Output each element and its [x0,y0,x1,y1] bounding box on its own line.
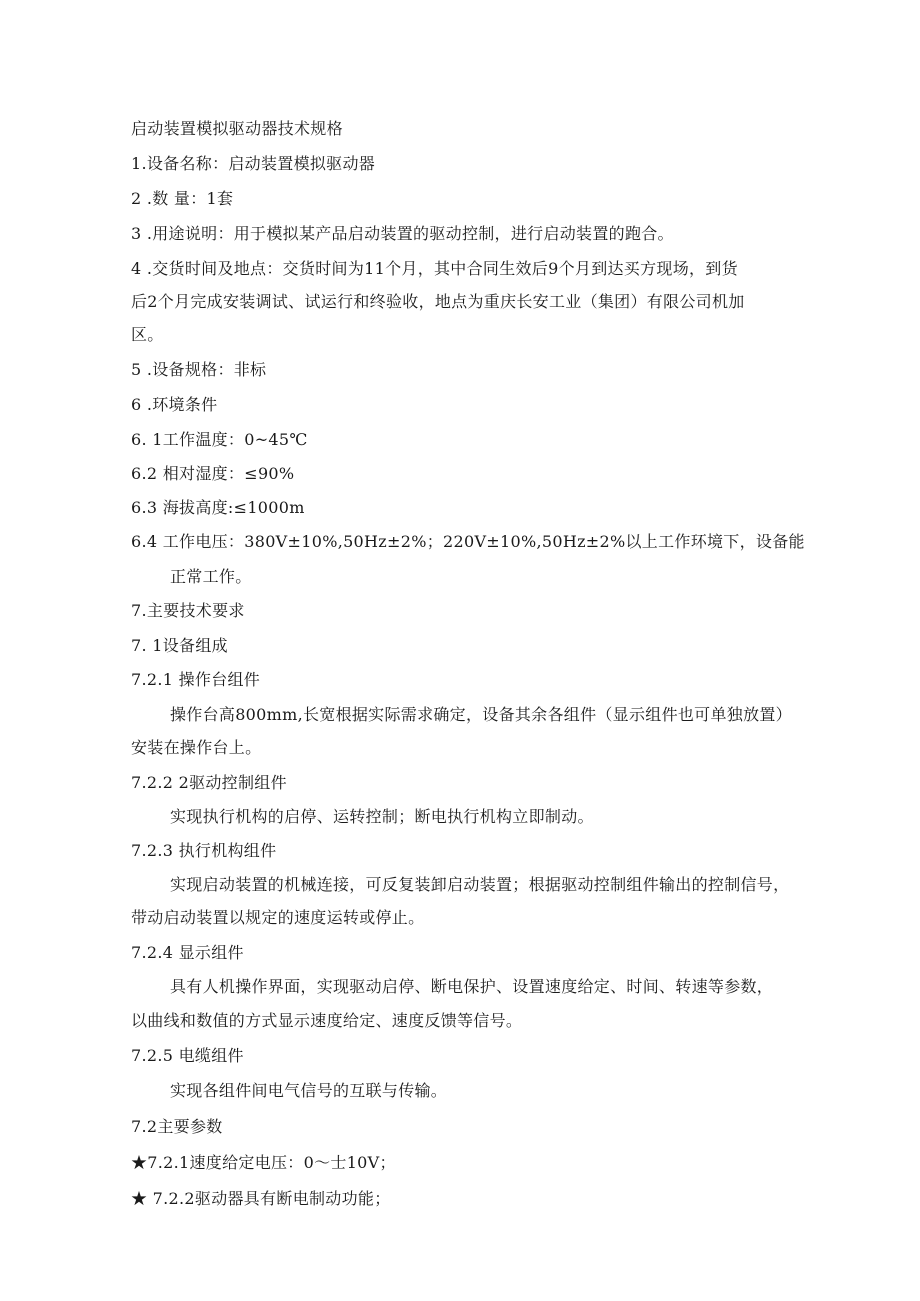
section-heading: 7.主要技术要求 [131,601,245,620]
starred-item: ★7.2.1速度给定电压：0～士10V； [131,1153,396,1172]
text-line: 以曲线和数值的方式显示速度给定、速度反馈等信号。 [131,1011,523,1030]
text-line: 6.3 海拔高度:≤1000m [131,498,305,517]
starred-item: ★ 7.2.2驱动器具有断电制动功能； [131,1189,391,1208]
text-line: 1.设备名称：启动装置模拟驱动器 [131,154,376,173]
text-line: 5 .设备规格：非标 [131,360,267,379]
text-line: 7. 1设备组成 [131,636,228,655]
subsection-heading: 7.2.1 操作台组件 [131,670,261,689]
text-line: 实现执行机构的启停、运转控制；断电执行机构立即制动。 [170,807,594,826]
text-line: 3 .用途说明：用于模拟某产品启动装置的驱动控制，进行启动装置的跑合。 [131,224,674,243]
text-line: 4 .交货时间及地点：交货时间为11个月，其中合同生效后9个月到达买方现场，到货 [131,259,738,278]
text-line: 操作台高800mm,长宽根据实际需求确定，设备其余各组件（显示组件也可单独放置） [170,705,792,724]
text-line: 2 .数 量：1套 [131,189,234,208]
text-line: 具有人机操作界面，实现驱动启停、断电保护、设置速度给定、时间、转速等参数， [170,977,774,996]
text-line: 实现各组件间电气信号的互联与传输。 [170,1081,448,1100]
text-line: 6. 1工作温度：0~45℃ [131,430,308,449]
text-line: 安装在操作台上。 [131,738,262,757]
subsection-heading: 7.2.3 执行机构组件 [131,841,277,860]
text-line: 区。 [131,325,164,344]
text-line: 6.2 相对湿度：≤90% [131,464,295,483]
text-line: 实现启动装置的机械连接，可反复装卸启动装置；根据驱动控制组件输出的控制信号， [170,875,790,894]
text-line: 正常工作。 [170,567,252,586]
subsection-heading: 7.2.2 2驱动控制组件 [131,773,287,792]
subsection-heading: 7.2.4 显示组件 [131,943,244,962]
subsection-heading: 7.2.5 电缆组件 [131,1046,244,1065]
section-heading: 7.2主要参数 [131,1117,223,1136]
document-title: 启动装置模拟驱动器技术规格 [131,119,343,138]
text-line: 6 .环境条件 [131,395,218,414]
text-line: 带动启动装置以规定的速度运转或停止。 [131,908,425,927]
text-line: 后2个月完成安装调试、试运行和终验收，地点为重庆长安工业（集团）有限公司机加 [131,292,745,311]
text-line: 6.4 工作电压：380V±10%,50Hz±2%；220V±10%,50Hz±2%以上工作环境下，设备能 [131,532,805,551]
